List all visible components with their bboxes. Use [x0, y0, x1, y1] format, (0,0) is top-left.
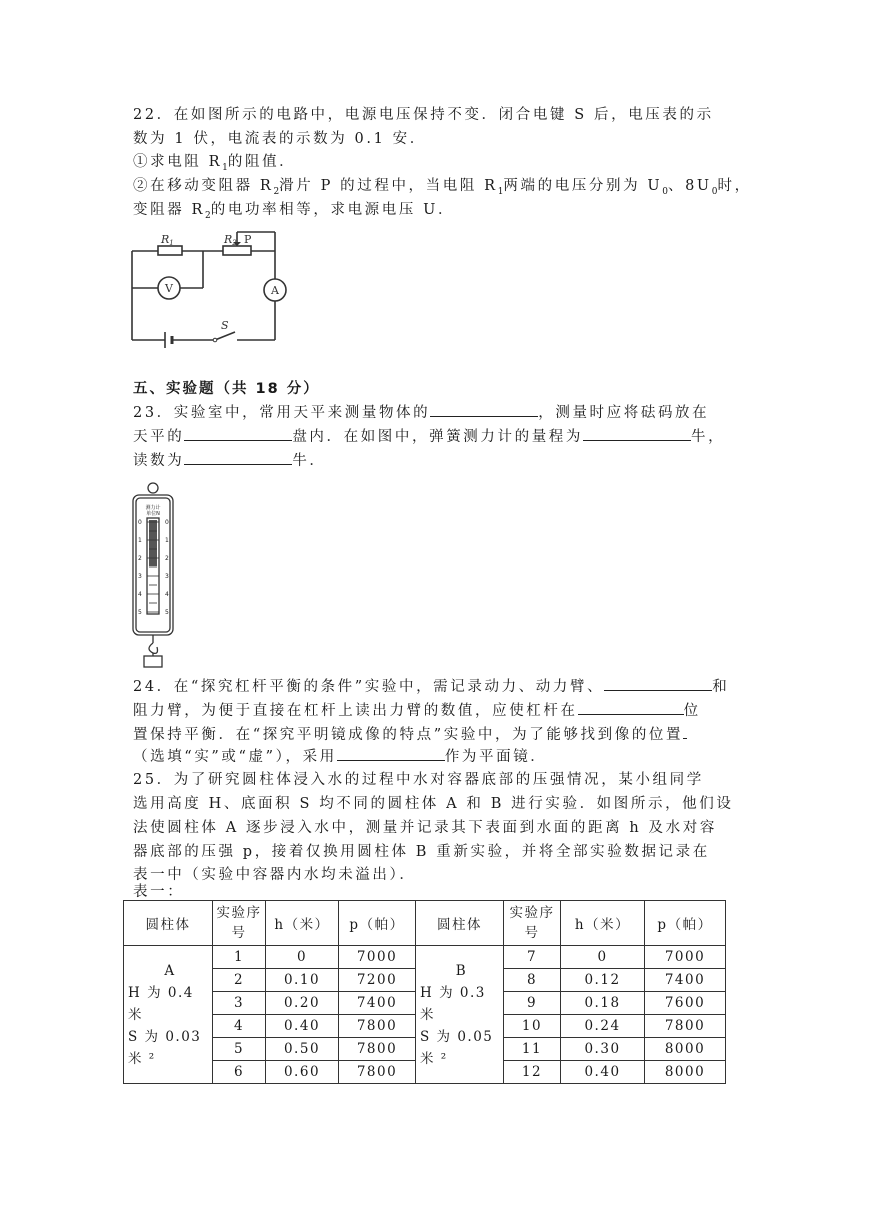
q22-item-2: ②在移动变阻器 $R_2$滑片 P 的过程中，当电阻 $R_1$两端的电压分别为 $U_0$、$8U_0$时，: [133, 178, 752, 197]
blank-4[interactable]: [184, 450, 292, 465]
svg-text:2: 2: [165, 555, 169, 562]
r2-rheostat: [223, 246, 251, 255]
q22-line-1: 22．在如图所示的电路中，电源电压保持不变．闭合电键 S 后，电压表的示: [133, 107, 714, 123]
blank-5[interactable]: [604, 676, 712, 691]
blank-6[interactable]: [578, 700, 684, 715]
svg-text:1: 1: [165, 537, 169, 544]
blank-8[interactable]: [337, 746, 445, 761]
q22-line-5: 变阻器 $R_2$的电功率相等，求电源电压 U．: [133, 202, 456, 221]
blank-2[interactable]: [184, 426, 292, 441]
q25-line-3: 法使圆柱体 A 逐步浸入水中，测量并记录其下表面到水面的距离 h 及水对容: [133, 820, 717, 836]
svg-text:V: V: [165, 282, 173, 295]
svg-text:5: 5: [138, 609, 142, 616]
q25-line-4: 器底部的压强 p，接着仅换用圆柱体 B 重新实验，并将全部实验数据记录在: [133, 844, 710, 860]
circuit-diagram: [125, 224, 290, 349]
q23-line-1: 23．实验室中，常用天平来测量物体的 ，测量时应将砝码放在: [133, 402, 709, 423]
svg-text:R1: R1: [161, 233, 174, 247]
table-row: 4 0.40 7800 10 0.24 7800: [124, 1015, 726, 1038]
q22-line-2: 数为 1 伏，电流表的示数为 0.1 安．: [133, 131, 427, 147]
svg-text:1: 1: [138, 537, 142, 544]
svg-text:S: S: [221, 319, 229, 332]
q24-line-2: 阻力臂，为便于直接在杠杆上读出力臂的数值，应使杠杆在 位: [133, 700, 701, 721]
header-cell: p（帕）: [339, 901, 416, 946]
cylinder-a-cell: A H 为 0.4 米 S 为 0.03 米 ²: [124, 946, 213, 1084]
header-cell: p（帕）: [645, 901, 726, 946]
svg-text:4: 4: [138, 591, 142, 598]
q25-line-5: 表一中（实验中容器内水均未溢出）．: [133, 867, 417, 883]
header-cell: 圆柱体: [416, 901, 504, 946]
cylinder-b-cell: B H 为 0.3 米 S 为 0.05 米 ²: [416, 946, 504, 1084]
svg-text:0: 0: [138, 519, 142, 526]
svg-text:A: A: [271, 284, 279, 297]
blank-3[interactable]: [583, 426, 691, 441]
spring-scale-figure: [127, 480, 182, 670]
q25-line-1: 25．为了研究圆柱体浸入水的过程中水对容器底部的压强情况，某小组同学: [133, 772, 704, 788]
header-cell: 实验序号: [504, 901, 561, 946]
svg-text:单位N: 单位N: [146, 511, 160, 517]
table-row: A H 为 0.4 米 S 为 0.03 米 ² 1 0 7000 B H 为 0.3 米 S 为 0.05 米 ² 7 0 7000: [124, 946, 726, 969]
svg-text:4: 4: [165, 591, 169, 598]
header-cell: 圆柱体: [124, 901, 213, 946]
section-title: 五、实验题（共 18 分）: [133, 381, 320, 397]
svg-text:2: 2: [138, 555, 142, 562]
table-header-row: [124, 901, 726, 946]
q24-line-4: （选填“实”或“虚”），采用 作为平面镜．: [133, 746, 547, 767]
data-table: [123, 900, 726, 1084]
q22-item-1: ①求电阻 $R_1$的阻值．: [133, 154, 297, 173]
r1-resistor: [158, 246, 182, 255]
svg-text:0: 0: [165, 519, 169, 526]
svg-text:3: 3: [138, 573, 142, 580]
table-row: 2 0.10 7200 8 0.12 7400: [124, 969, 726, 992]
q23-line-3: 读数为 牛．: [133, 450, 327, 471]
svg-text:测力计: 测力计: [145, 505, 161, 511]
table-row: 5 0.50 7800 11 0.30 8000: [124, 1038, 726, 1061]
q24-line-3: 置保持平衡．在“探究平明镜成像的特点”实验中，为了能够找到像的位置: [133, 724, 687, 745]
table-row: 6 0.60 7800 12 0.40 8000: [124, 1061, 726, 1084]
blank-1[interactable]: [430, 402, 538, 417]
q23-line-2: 天平的 盘内．在如图中，弹簧测力计的量程为 牛，: [133, 426, 725, 447]
blank-7[interactable]: [683, 724, 687, 739]
table-caption: 表一：: [133, 884, 185, 900]
svg-text:R2: R2: [224, 233, 237, 247]
svg-text:P: P: [244, 233, 252, 246]
svg-text:3: 3: [165, 573, 169, 580]
q25-line-2: 选用高度 H、底面积 S 均不同的圆柱体 A 和 B 进行实验．如图所示，他们设: [133, 796, 734, 812]
table-row: 3 0.20 7400 9 0.18 7600: [124, 992, 726, 1015]
svg-text:5: 5: [165, 609, 169, 616]
q24-line-1: 24．在“探究杠杆平衡的条件”实验中，需记录动力、动力臂、 和: [133, 676, 729, 697]
header-cell: h（米）: [561, 901, 645, 946]
header-cell: h（米）: [266, 901, 339, 946]
header-cell: 实验序号: [213, 901, 266, 946]
